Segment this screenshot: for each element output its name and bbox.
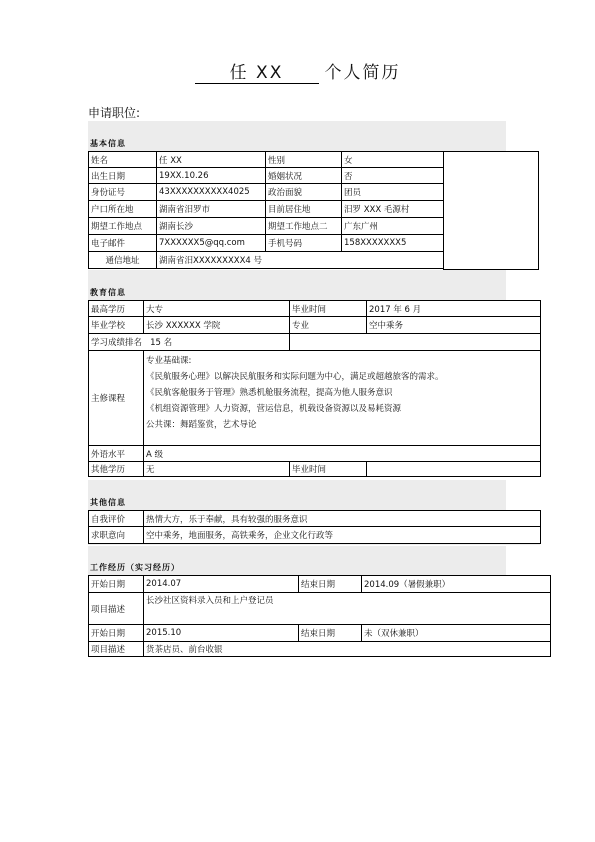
other-degree-value: 无 [144, 462, 290, 477]
rank-cell [89, 334, 290, 351]
dob-label: 出生日期 [89, 168, 157, 184]
gender-value: 女 [342, 152, 444, 168]
job1-start-label: 开始日期 [89, 576, 144, 593]
table-row [89, 642, 551, 657]
name-value: 任 XX [157, 152, 266, 168]
table-row [89, 235, 444, 252]
rank-label: 学习成绩排名 [91, 338, 143, 348]
school-label: 毕业学校 [89, 317, 144, 334]
phone-value: 158XXXXXXX5 [342, 235, 444, 252]
courses-value [144, 351, 541, 446]
table-row [89, 462, 541, 477]
id-value: 43XXXXXXXXXX4025 [157, 184, 266, 201]
table-row [89, 152, 444, 168]
basic-section-title: 基本信息 [90, 139, 126, 148]
residence-label: 目前居住地 [266, 201, 342, 218]
name-label: 姓名 [89, 152, 157, 168]
photo-box [443, 151, 539, 270]
residence-value: 汨罗 XXX 毛源村 [342, 201, 444, 218]
job2-start-value: 2015.10 [144, 625, 299, 642]
grad-time-value: 2017 年 6 月 [367, 301, 541, 317]
rank-empty [290, 334, 541, 351]
job1-desc-value: 长沙社区资料录入员和上户登记员 [144, 593, 551, 625]
other-section-title: 其他信息 [90, 498, 126, 507]
other-info-table [88, 510, 541, 544]
other-degree-label: 其他学历 [89, 462, 144, 477]
table-row [89, 218, 444, 235]
table-row [89, 334, 541, 351]
work-location-2-label: 期望工作地点二 [266, 218, 342, 235]
dob-value: 19XX.10.26 [157, 168, 266, 184]
political-label: 政治面貌 [266, 184, 342, 201]
phone-label: 手机号码 [266, 235, 342, 252]
course-line: 专业基础课: [146, 356, 192, 366]
basic-section-band [88, 121, 506, 151]
job1-desc-label: 项目描述 [89, 593, 144, 625]
table-row [89, 351, 541, 446]
other-grad-label: 毕业时间 [290, 462, 367, 477]
degree-value: 大专 [144, 301, 290, 317]
table-row [89, 301, 541, 317]
self-eval-label: 自我评价 [89, 511, 144, 527]
intent-value: 空中乘务，地面服务，高铁乘务，企业文化行政等 [144, 527, 541, 544]
id-label: 身份证号 [89, 184, 157, 201]
work-section-title: 工作经历（实习经历） [90, 563, 180, 572]
job2-start-label: 开始日期 [89, 625, 144, 642]
work-location-2-value: 广东广州 [342, 218, 444, 235]
address-value: 湖南省汨XXXXXXXXX4 号 [157, 252, 444, 269]
applicant-name: 任 XX [195, 63, 319, 84]
course-line: 《机组资源管理》人力资源，营运信息，机载设备资源以及易耗资源 [146, 404, 402, 414]
table-row [89, 252, 444, 269]
work-table [88, 575, 551, 657]
table-row [89, 527, 541, 544]
courses-label: 主修课程 [89, 351, 144, 446]
rank-value: 15 名 [150, 338, 173, 348]
hukou-label: 户口所在地 [89, 201, 157, 218]
email-value: 7XXXXXX5@qq.com [157, 235, 266, 252]
basic-info-table [88, 151, 444, 269]
education-table [88, 300, 541, 477]
table-row [89, 576, 551, 593]
course-line: 公共课：舞蹈鉴赏，艺术导论 [146, 420, 257, 430]
work-location-1-value: 湖南长沙 [157, 218, 266, 235]
intent-label: 求职意向 [89, 527, 144, 544]
language-value: A 级 [144, 446, 541, 462]
table-row [89, 511, 541, 527]
political-value: 团员 [342, 184, 444, 201]
apply-position-label: 申请职位: [88, 106, 141, 120]
title-suffix: 个人简历 [324, 63, 401, 83]
table-row [89, 184, 444, 201]
job2-end-label: 结束日期 [299, 625, 362, 642]
work-section-band [88, 546, 506, 575]
course-line: 《民航服务心理》以解决民航服务和实际问题为中心，满足或超越旅客的需求。 [146, 372, 444, 382]
school-value: 长沙 XXXXXX 学院 [144, 317, 290, 334]
language-label: 外语水平 [89, 446, 144, 462]
job2-desc-label: 项目描述 [89, 642, 144, 657]
address-label: 通信地址 [89, 252, 157, 269]
grad-time-label: 毕业时间 [290, 301, 367, 317]
education-section-title: 教育信息 [90, 288, 126, 297]
resume-title [0, 58, 595, 84]
table-row [89, 168, 444, 184]
course-line: 《民航客舱服务于管理》熟悉机舱服务流程，提高为他人服务意识 [146, 388, 393, 398]
job1-start-value: 2014.07 [144, 576, 299, 593]
table-row [89, 593, 551, 625]
job1-end-value: 2014.09（暑假兼职） [362, 576, 551, 593]
marital-label: 婚姻状况 [266, 168, 342, 184]
job1-end-label: 结束日期 [299, 576, 362, 593]
work-location-1-label: 期望工作地点 [89, 218, 157, 235]
major-value: 空中乘务 [367, 317, 541, 334]
marital-value: 否 [342, 168, 444, 184]
email-label: 电子邮件 [89, 235, 157, 252]
other-section-band [88, 480, 506, 510]
table-row [89, 317, 541, 334]
job2-end-value: 未（双休兼职） [362, 625, 551, 642]
education-section-band [88, 270, 506, 300]
gender-label: 性别 [266, 152, 342, 168]
table-row [89, 625, 551, 642]
other-grad-value [367, 462, 541, 477]
hukou-value: 湖南省汨罗市 [157, 201, 266, 218]
degree-label: 最高学历 [89, 301, 144, 317]
major-label: 专业 [290, 317, 367, 334]
job2-desc-value: 货茶店员、前台收银 [144, 642, 551, 657]
table-row [89, 446, 541, 462]
table-row [89, 201, 444, 218]
self-eval-value: 热情大方，乐于奉献，具有较强的服务意识 [144, 511, 541, 527]
